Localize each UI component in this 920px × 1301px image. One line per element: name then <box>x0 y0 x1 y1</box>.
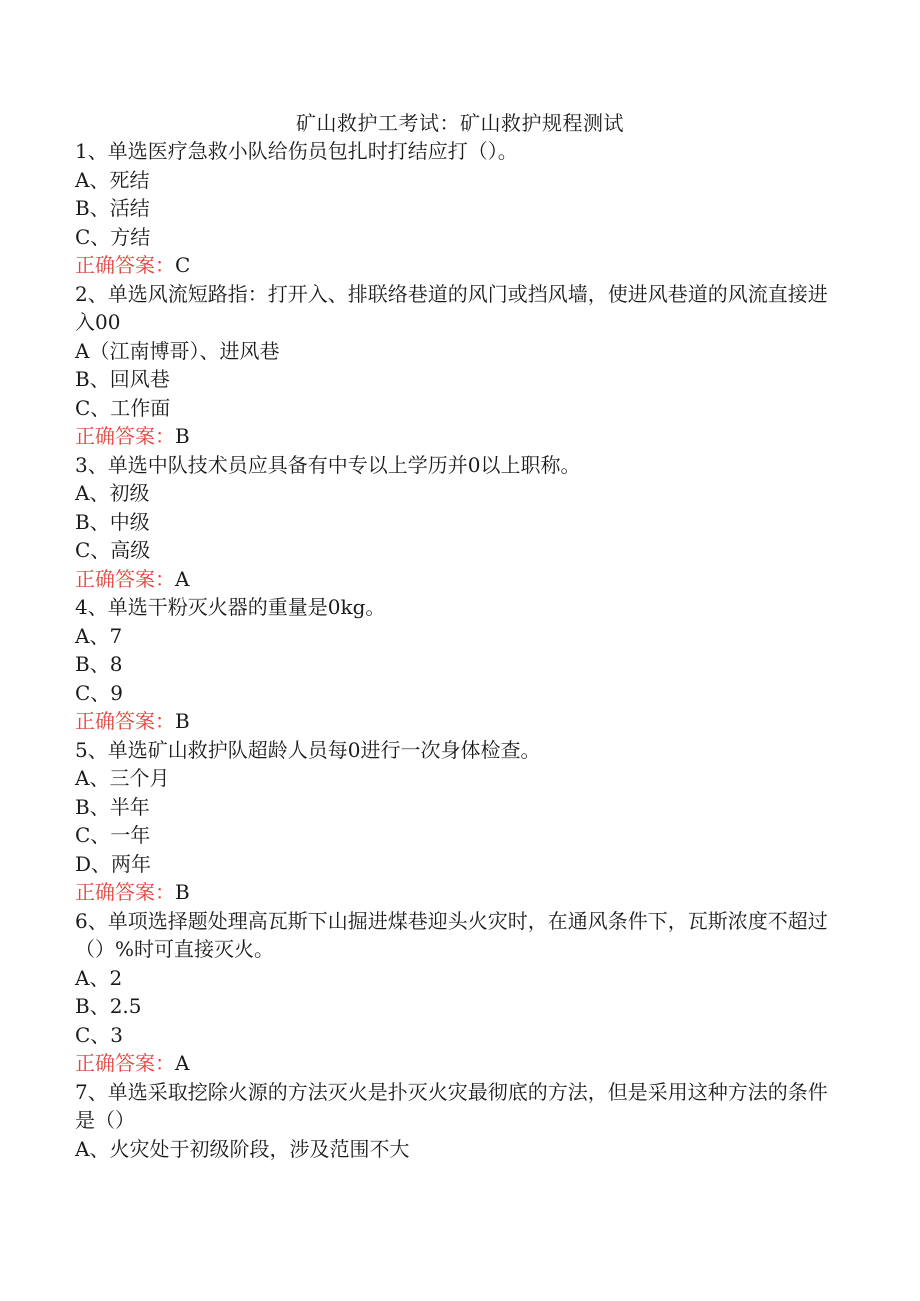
answer-option: C、9 <box>75 680 124 705</box>
correct-answer-label: 正确答案： <box>75 424 175 448</box>
question-item <box>75 1078 835 1164</box>
question-item <box>75 736 835 907</box>
question-item <box>75 280 835 451</box>
correct-answer-label: 正确答案： <box>75 709 175 733</box>
answer-option: C、3 <box>75 1022 124 1047</box>
question-text: 3、单选中队技术员应具备有中专以上学历并0以上职称。 <box>75 452 581 477</box>
answer-option: A、火灾处于初级阶段，涉及范围不大 <box>75 1136 410 1161</box>
answer-option: B、8 <box>75 652 123 676</box>
correct-answer <box>75 1049 835 1078</box>
correct-answer <box>75 878 835 907</box>
question-item <box>75 907 835 1078</box>
correct-answer-label: 正确答案： <box>75 566 175 591</box>
answer-option: A、7 <box>75 623 123 648</box>
correct-answer-value: A <box>175 1051 190 1075</box>
correct-answer-value: A <box>175 566 190 591</box>
question-item <box>75 137 835 280</box>
answer-option: B、回风巷 <box>75 367 170 391</box>
answer-option: B、2.5 <box>75 994 142 1018</box>
answer-option: C、高级 <box>75 538 151 562</box>
correct-answer-value: B <box>175 709 190 733</box>
correct-answer <box>75 707 835 736</box>
correct-answer-value: C <box>175 253 191 277</box>
correct-answer-value: B <box>175 880 190 904</box>
answer-option: C、方结 <box>75 224 151 249</box>
answer-option: A（江南博哥）、进风巷 <box>75 338 280 363</box>
question-text: 4、单选干粉灭火器的重量是0kg。 <box>75 595 386 619</box>
answer-option: C、工作面 <box>75 395 171 420</box>
question-text: 1、单选医疗急救小队给伤员包扎时打结应打（）。 <box>75 139 518 163</box>
correct-answer-label: 正确答案： <box>75 253 175 277</box>
question-item <box>75 593 835 736</box>
answer-option: D、两年 <box>75 851 152 876</box>
question-item <box>75 451 835 594</box>
answer-option: C、一年 <box>75 823 151 847</box>
correct-answer <box>75 251 835 280</box>
answer-option: A、死结 <box>75 167 150 192</box>
correct-answer-label: 正确答案： <box>75 1051 175 1075</box>
question-text: 7、单选采取挖除火源的方法灭火是扑灭火灾最彻底的方法，但是采用这种方法的条件是（） <box>75 1079 828 1132</box>
answer-option: B、活结 <box>75 196 150 220</box>
answer-option: A、初级 <box>75 481 150 505</box>
question-text: 5、单选矿山救护队超龄人员每0进行一次身体检查。 <box>75 737 541 762</box>
question-text: 6、单项选择题处理高瓦斯下山掘进煤巷迎头火灾时，在通风条件下，瓦斯浓度不超过（）%时可直接灭火。 <box>75 908 828 961</box>
question-list <box>75 137 835 1163</box>
correct-answer-label: 正确答案： <box>75 880 175 904</box>
question-text: 2、单选风流短路指：打开入、排联络巷道的风门或挡风墙，使进风巷道的风流直接进入00 <box>75 281 828 334</box>
answer-option: B、半年 <box>75 794 150 819</box>
answer-option: A、三个月 <box>75 766 170 790</box>
answer-option: A、2 <box>75 965 123 990</box>
correct-answer-value: B <box>175 424 190 448</box>
correct-answer <box>75 422 835 451</box>
correct-answer <box>75 565 835 594</box>
page-title: 矿山救护工考试：矿山救护规程测试 <box>296 111 624 135</box>
answer-option: B、中级 <box>75 509 150 534</box>
